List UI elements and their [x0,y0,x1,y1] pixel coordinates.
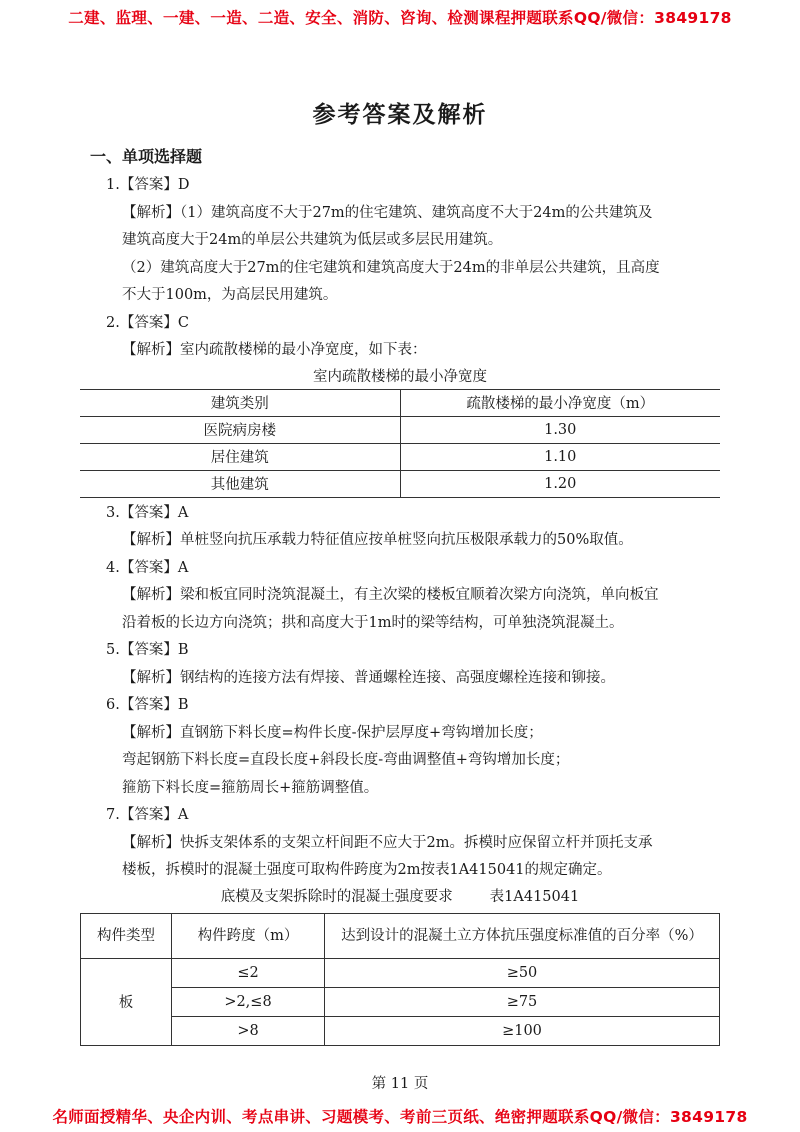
q5-explanation-line: 【解析】钢结构的连接方法有焊接、普通螺栓连接、高强度螺栓连接和铆接。 [122,669,615,686]
q1-answer: 1.【答案】D [106,177,190,193]
q2-table-caption: 室内疏散楼梯的最小净宽度 [313,368,487,385]
q3-answer: 3.【答案】A [106,504,189,521]
q4-explanation-line: 沿着板的长边方向浇筑；拱和高度大于1m时的梁等结构，可单独浇筑混凝土。 [122,614,624,631]
section-heading: 一、单项选择题 [90,147,203,166]
q1-explanation-line: 建筑高度大于24m的单层公共建筑为低层或多层民用建筑。 [122,232,503,248]
q3-explanation-line: 【解析】单桩竖向抗压承载力特征值应按单桩竖向抗压极限承载力的50%取值。 [122,532,633,548]
table-cell: 医院病房楼 [80,416,400,443]
table-header-cell: 疏散楼梯的最小净宽度（m） [400,389,720,416]
table-header-row [80,389,720,416]
answer-content [80,172,720,1046]
page-number: 第 11 页 [371,1076,429,1092]
table-header-cell: 达到设计的混凝土立方体抗压强度标准值的百分率（%） [325,913,720,958]
stair-width-table [80,389,720,498]
table-cell: ≥100 [325,1016,720,1045]
table-header-cell: 构件跨度（m） [172,913,325,958]
table-row [81,958,720,987]
q6-explanation-line: 【解析】直钢筋下料长度=构件长度-保护层厚度+弯钩增加长度； [122,724,543,741]
table-cell: >2,≤8 [172,987,325,1016]
table-header-cell: 构件类型 [81,913,172,958]
top-promo-banner: 二建、监理、一建、一造、二造、安全、消防、咨询、检测课程押题联系QQ/微信：3849178 [68,9,732,27]
q7-table-caption: 底模及支架拆除时的混凝土强度要求 表1A415041 [220,888,580,905]
table-cell: 居住建筑 [80,443,400,470]
q6-explanation-line: 箍筋下料长度=箍筋周长+箍筋调整值。 [122,779,379,796]
q4-answer: 4.【答案】A [106,559,189,576]
table-header-cell: 建筑类别 [80,389,400,416]
table-cell: >8 [172,1016,325,1045]
q6-answer: 6.【答案】B [106,697,189,713]
q6-explanation-line: 弯起钢筋下料长度=直段长度+斜段长度-弯曲调整值+弯钩增加长度； [122,752,570,768]
q5-answer: 5.【答案】B [106,642,189,658]
table-cell: ≤2 [172,958,325,987]
table-row [81,1016,720,1045]
table-cell: ≥75 [325,987,720,1016]
page-title: 参考答案及解析 [312,102,488,128]
table-cell: 其他建筑 [80,470,400,497]
q1-explanation-line: 【解析】（1）建筑高度不大于27m的住宅建筑、建筑高度不大于24m的公共建筑及 [122,204,653,221]
table-row [80,470,720,497]
table-header-row [81,913,720,958]
bottom-promo-banner: 名师面授精华、央企内训、考点串讲、习题模考、考前三页纸、绝密押题联系QQ/微信：3849178 [52,1108,748,1126]
q7-explanation-line: 楼板，拆模时的混凝土强度可取构件跨度为2m按表1A415041的规定确定。 [122,862,612,878]
q7-explanation-line: 【解析】快拆支架体系的支架立杆间距不应大于2m。拆模时应保留立杆并顶托支承 [122,834,653,851]
table-row [80,416,720,443]
q4-explanation-line: 【解析】梁和板宜同时浇筑混凝土，有主次梁的楼板宜顺着次梁方向浇筑，单向板宜 [122,587,659,603]
q7-answer: 7.【答案】A [106,807,189,823]
table-cell: 1.10 [400,443,720,470]
table-row [80,443,720,470]
table-cell: 1.30 [400,416,720,443]
q2-answer: 2.【答案】C [106,314,189,331]
q1-explanation-line: 不大于100m，为高层民用建筑。 [122,287,338,303]
formwork-strength-table [80,913,720,1046]
component-type-cell: 板 [81,958,172,1045]
q1-explanation-line: （2）建筑高度大于27m的住宅建筑和建筑高度大于24m的非单层公共建筑，且高度 [122,259,660,276]
q2-explanation-line: 【解析】室内疏散楼梯的最小净宽度，如下表： [122,342,427,358]
table-cell: 1.20 [400,470,720,497]
table-row [81,987,720,1016]
table-cell: ≥50 [325,958,720,987]
